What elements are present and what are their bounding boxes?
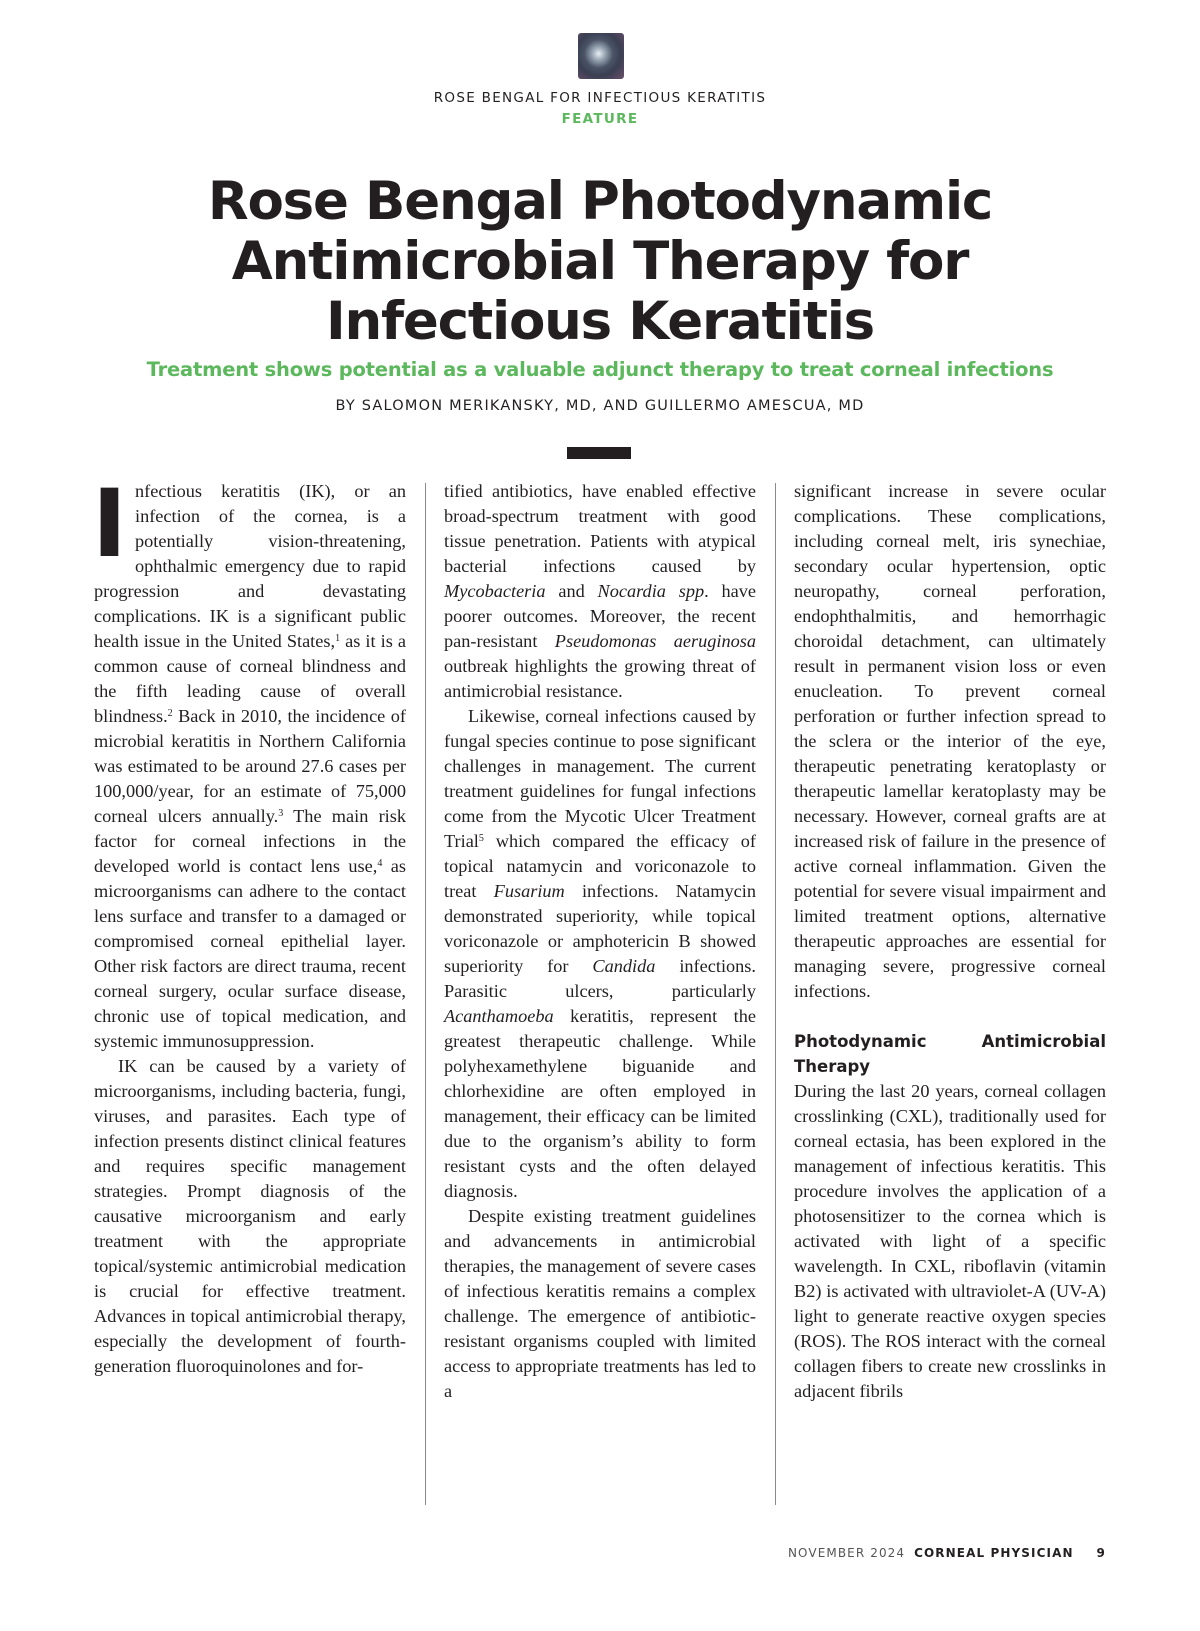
text-run: tified antibiotics, have enabled effective broad-spectrum treatment with good tissue penetration. Patients with atypical bacterial infections caused by [444, 481, 756, 576]
page-number: 9 [1096, 1546, 1106, 1560]
body-column-3 [794, 479, 1106, 1404]
column-divider [775, 483, 776, 1505]
text-run: as it is a common cause of corneal blindness and the fifth leading cause of overall blindness. [94, 631, 406, 726]
paragraph [444, 479, 756, 704]
text-run: The main risk factor for corneal infections in the developed world is contact lens use, [94, 806, 406, 876]
paragraph: During the last 20 years, corneal collagen crosslinking (CXL), traditionally used for corneal ectasia, has been explored in the management of infectious keratitis. This procedure involves the application of a photosensitizer to the cornea which is activated with light of a specific wavelength. In CXL, riboflavin (vitamin B2) is activated with ultraviolet-A (UV-A) light to generate reactive oxygen species (ROS). The ROS interact with the corneal collagen fibers to create new crosslinks in adjacent fibrils [794, 1081, 1106, 1401]
text-run: outbreak highlights the growing threat of antimicrobial resistance. [444, 656, 756, 701]
issue-date: NOVEMBER 2024 [787, 1546, 906, 1560]
italic-term: Acanthamoeba [444, 1006, 554, 1026]
reference: 2 [167, 708, 173, 719]
section-heading: Photodynamic Antimicrobial Therapy [794, 1032, 1106, 1076]
text-run: . have poorer outcomes. Moreover, the recent pan-resistant [444, 581, 756, 651]
body-column-1 [92, 470, 406, 1379]
article-subtitle: Treatment shows potential as a valuable adjunct therapy to treat corneal infections [146, 358, 1054, 381]
drop-cap: I [92, 470, 127, 579]
paragraph [92, 470, 406, 1054]
body-column-2 [444, 479, 756, 1404]
text-run: keratitis, represent the greatest therapeutic challenge. While polyhexamethylene biguanide and chlorhexidine are often employed in management, their efficacy can be limited due to the organism’s ability to form resistant cysts and the often delayed diagnosis. [444, 1006, 756, 1201]
reference: 4 [377, 858, 383, 869]
publication-name: CORNEAL PHYSICIAN [914, 1546, 1074, 1560]
paragraph [444, 704, 756, 1204]
section-label: ROSE BENGAL FOR INFECTIOUS KERATITIS [433, 90, 767, 106]
text-run: nfectious keratitis (IK), or an infection of the cornea, is a potentially vision-threatening, ophthalmic emergency due to rapid progression and devastating complications. IK is a significant public health issue in the United States, [94, 481, 406, 651]
text-run: which compared the efficacy of topical natamycin and voriconazole to treat [444, 831, 756, 901]
title-divider [567, 447, 631, 459]
text-run: as microorganisms can adhere to the contact lens surface and transfer to a damaged or compromised corneal epithelial layer. Other risk factors are direct trauma, recent corneal surgery, ocular surface disease, chronic use of topical medication, and systemic immunosuppression. [94, 856, 406, 1051]
reference: 3 [278, 808, 284, 819]
eye-photo-icon [578, 33, 624, 79]
paragraph: IK can be caused by a variety of microorganisms, including bacteria, fungi, viruses, and parasites. Each type of infection presents distinct clinical features and requires specific management strategies. Prompt diagnosis of the causative microorganism and early treatment with the appropriate topical/systemic antimicrobial medication is crucial for effective treatment. Advances in topical antimicrobial therapy, especially the development of fourth-generation fluoroquinolones and for- [94, 1056, 406, 1376]
text-run: Likewise, corneal infections caused by fungal species continue to pose significant challenges in management. The current treatment guidelines for fungal infections come from the Mycotic Ulcer Treatment Trial [444, 706, 756, 851]
text-run: Back in 2010, the incidence of microbial keratitis in Northern California was estimated to be around 27.6 cases per 100,000/year, for an estimate of 75,000 corneal ulcers annually. [94, 706, 406, 826]
page-footer [788, 1546, 1106, 1560]
paragraph: Despite existing treatment guidelines and advancements in antimicrobial therapies, the management of severe cases of infectious keratitis remains a complex challenge. The emergence of antibiotic-resistant organisms coupled with limited access to appropriate treatments has led to a [444, 1206, 756, 1401]
italic-term: Candida [592, 956, 656, 976]
article-title: Rose Bengal Photodynamic Antimicrobial Therapy for Infectious Keratitis [207, 171, 993, 352]
text-run: infections. Natamycin demonstrated superiority, while topical voriconazole or amphotericin B showed superiority for [444, 881, 756, 976]
italic-term: Fusarium [493, 881, 565, 901]
feature-label: FEATURE [561, 111, 639, 127]
column-divider [425, 483, 426, 1505]
italic-term: Pseudomonas aeruginosa [554, 631, 756, 651]
text-run: infections. Parasitic ulcers, particularly [444, 956, 756, 1001]
italic-term: Mycobacteria [444, 581, 546, 601]
italic-term: Nocardia spp [597, 581, 705, 601]
byline: BY SALOMON MERIKANSKY, MD, AND GUILLERMO AMESCUA, MD [335, 398, 865, 414]
text-run: and [545, 581, 598, 601]
reference: 1 [335, 633, 341, 644]
paragraph: significant increase in severe ocular complications. These complications, including corneal melt, iris synechiae, secondary ocular hypertension, optic neuropathy, corneal perforation, endophthalmitis, and hemorrhagic choroidal detachment, can ultimately result in permanent vision loss or even enucleation. To prevent corneal perforation or further infection spread to the sclera or the interior of the eye, therapeutic penetrating keratoplasty or therapeutic lamellar keratoplasty may be necessary. However, corneal grafts are at increased risk of failure in the presence of active corneal inflammation. Given the potential for severe visual impairment and limited treatment options, alternative therapeutic approaches are essential for managing severe, progressive corneal infections. [794, 481, 1106, 1001]
reference: 5 [478, 833, 484, 844]
